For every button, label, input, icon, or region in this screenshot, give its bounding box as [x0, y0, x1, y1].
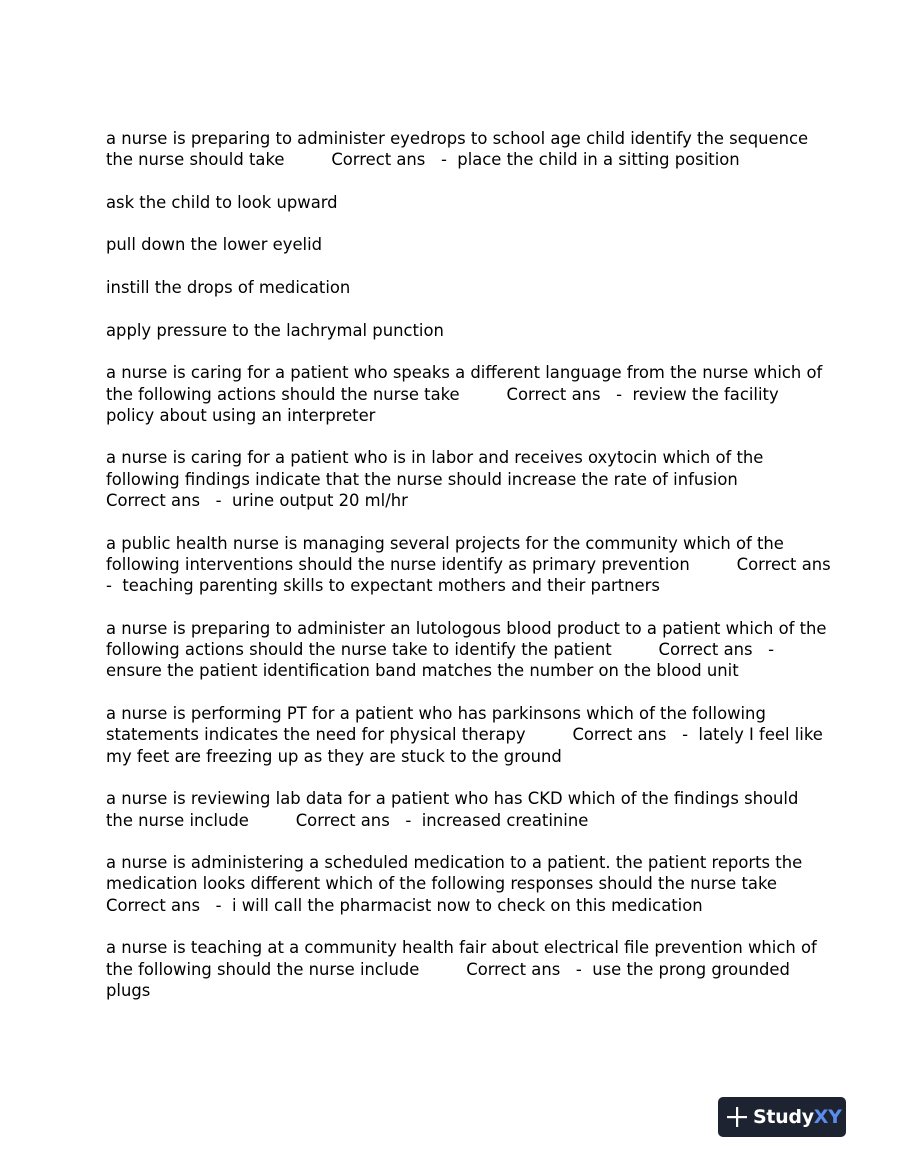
text-line: a nurse is administering a scheduled medication to a patient. the patient reports the	[106, 853, 803, 873]
paragraph-gap	[106, 767, 806, 788]
document-body	[106, 128, 831, 1001]
text-line: the nurse include Correct ans - increased creatinine	[106, 810, 589, 830]
text-line: a nurse is preparing to administer an lutologous blood product to a patient which of the	[106, 618, 827, 638]
text-line: apply pressure to the lachrymal punction	[106, 320, 444, 340]
text-line: plugs	[106, 980, 151, 1000]
text-line: ask the child to look upward	[106, 192, 338, 212]
text-line: ensure the patient identification band matches the number on the blood unit	[106, 661, 739, 681]
text-line: statements indicates the need for physical therapy Correct ans - lately I feel like	[106, 725, 823, 745]
text-line: the nurse should take Correct ans - place the child in a sitting position	[106, 150, 740, 170]
text-line: medication looks different which of the following responses should the nurse take	[106, 874, 777, 894]
text-line: following findings indicate that the nurse should increase the rate of infusion	[106, 469, 738, 489]
text-line: the following should the nurse include Correct ans - use the prong grounded	[106, 959, 790, 979]
text-line: a nurse is caring for a patient who is in labor and receives oxytocin which of the	[106, 448, 764, 468]
text-line: a nurse is preparing to administer eyedrops to school age child identify the sequence	[106, 129, 809, 148]
text-line: a nurse is caring for a patient who speaks a different language from the nurse which of	[106, 363, 823, 383]
paragraph-gap	[106, 511, 806, 532]
paragraph-gap	[106, 916, 806, 937]
paragraph-gap	[106, 426, 806, 447]
logo-text-highlight: XY	[813, 1106, 842, 1128]
text-line: Correct ans - i will call the pharmacist now to check on this medication	[106, 895, 703, 915]
studyxy-logo[interactable]	[718, 1097, 846, 1137]
paragraph-gap	[106, 597, 806, 618]
text-line: pull down the lower eyelid	[106, 235, 323, 255]
paragraph-gap	[106, 682, 806, 703]
text-line: a nurse is reviewing lab data for a patient who has CKD which of the findings should	[106, 789, 799, 809]
plus-icon	[726, 1106, 748, 1128]
paragraph-gap	[106, 341, 806, 362]
paragraph-gap	[106, 298, 806, 319]
text-line: policy about using an interpreter	[106, 405, 376, 425]
paragraph-gap	[106, 213, 806, 234]
logo-text-main: Study	[753, 1106, 814, 1128]
text-line: the following actions should the nurse take Correct ans - review the facility	[106, 384, 779, 404]
text-line: Correct ans - urine output 20 ml/hr	[106, 491, 408, 511]
text-line: - teaching parenting skills to expectant mothers and their partners	[106, 576, 660, 596]
text-line: instill the drops of medication	[106, 278, 351, 298]
text-line: a nurse is performing PT for a patient who has parkinsons which of the following	[106, 704, 766, 724]
paragraph-gap	[106, 831, 806, 852]
text-line: my feet are freezing up as they are stuck to the ground	[106, 746, 562, 766]
paragraph-gap	[106, 256, 806, 277]
text-line: following actions should the nurse take to identify the patient Correct ans -	[106, 640, 775, 660]
text-line: a nurse is teaching at a community health fair about electrical file prevention which of	[106, 938, 817, 958]
text-line: following interventions should the nurse identify as primary prevention Correct ans	[106, 554, 831, 574]
text-line: a public health nurse is managing several projects for the community which of the	[106, 533, 784, 553]
logo-wordmark	[753, 1106, 842, 1128]
paragraph-gap	[106, 171, 806, 192]
